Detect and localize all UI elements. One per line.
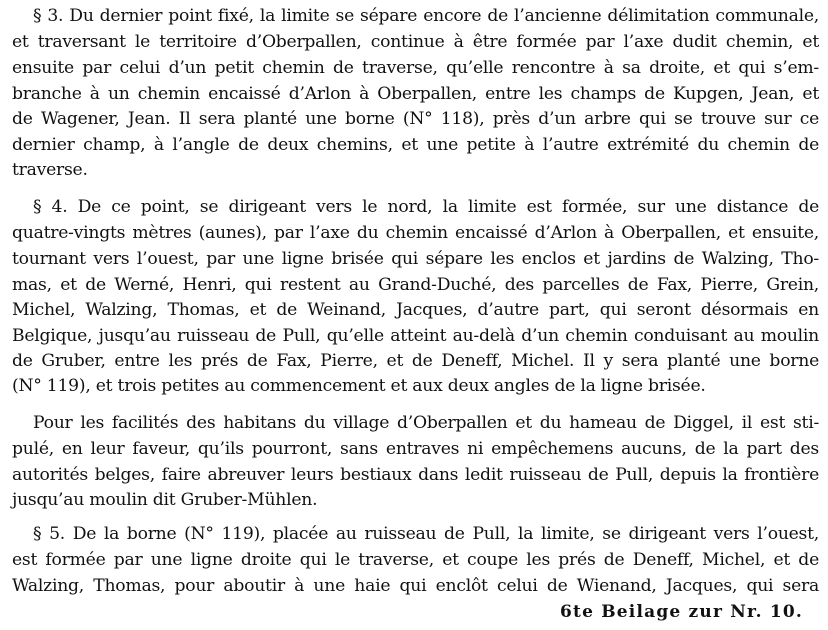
text-line: Pour les facilités des habitans du village d’Oberpallen et du hameau de Diggel, il est sti- <box>33 413 819 433</box>
text-line: mas, et de Werné, Henri, qui restent au Grand-Duché, des parcelles de Fax, Pierre, Grein, <box>12 275 819 295</box>
text-line: et traversant le territoire d’Oberpallen, continue à être formée par l’axe dudit chemin, et <box>12 32 819 52</box>
text-line: ensuite par celui d’un petit chemin de traverse, qu’elle rencontre à sa droite, et qui s’em- <box>12 58 819 78</box>
text-line: pulé, en leur faveur, qu’ils pourront, sans entraves ni empêchemens aucuns, de la part des <box>12 439 819 459</box>
text-line: Michel, Walzing, Thomas, et de Weinand, Jacques, d’autre part, qui seront désormais en <box>12 300 819 320</box>
text-line: traverse. <box>12 160 88 180</box>
text-line: jusqu’au moulin dit Gruber-Mühlen. <box>12 490 318 510</box>
text-line: § 3. Du dernier point fixé, la limite se sépare encore de l’ancienne délimitation communale, <box>33 6 819 26</box>
text-line: Belgique, jusqu’au ruisseau de Pull, qu’elle atteint au-delà d’un chemin conduisant au moulin <box>12 326 819 346</box>
text-line: de Wagener, Jean. Il sera planté une borne (N° 118), près d’un arbre qui se trouve sur ce <box>12 109 819 129</box>
text-line: dernier champ, à l’angle de deux chemins, et une petite à l’autre extrémité du chemin de <box>12 135 819 155</box>
text-line: (N° 119), et trois petites au commencement et aux deux angles de la ligne brisée. <box>12 376 706 396</box>
text-line: de Gruber, entre les prés de Fax, Pierre, et de Deneff, Michel. Il y sera planté une borne <box>12 351 819 371</box>
text-line: § 5. De la borne (N° 119), placée au ruisseau de Pull, la limite, se dirigeant vers l’ouest, <box>33 524 819 544</box>
text-line: branche à un chemin encaissé d’Arlon à Oberpallen, entre les champs de Kupgen, Jean, et <box>12 84 819 104</box>
text-line: autorités belges, faire abreuver leurs bestiaux dans ledit ruisseau de Pull, depuis la frontière <box>12 465 819 485</box>
page-footer-supplement-label: 6te Beilage zur Nr. 10. <box>560 602 803 622</box>
text-line: est formée par une ligne droite qui le traverse, et coupe les prés de Deneff, Michel, et de <box>12 550 819 570</box>
text-line: § 4. De ce point, se dirigeant vers le nord, la limite est formée, sur une distance de <box>33 197 819 217</box>
text-line: quatre-vingts mètres (aunes), par l’axe du chemin encaissé d’Arlon à Oberpallen, et ensuite, <box>12 223 819 243</box>
text-line: tournant vers l’ouest, par une ligne brisée qui sépare les enclos et jardins de Walzing, Tho- <box>12 249 819 269</box>
text-line: Walzing, Thomas, pour aboutir à une haie qui enclôt celui de Wienand, Jacques, qui sera <box>12 576 819 596</box>
